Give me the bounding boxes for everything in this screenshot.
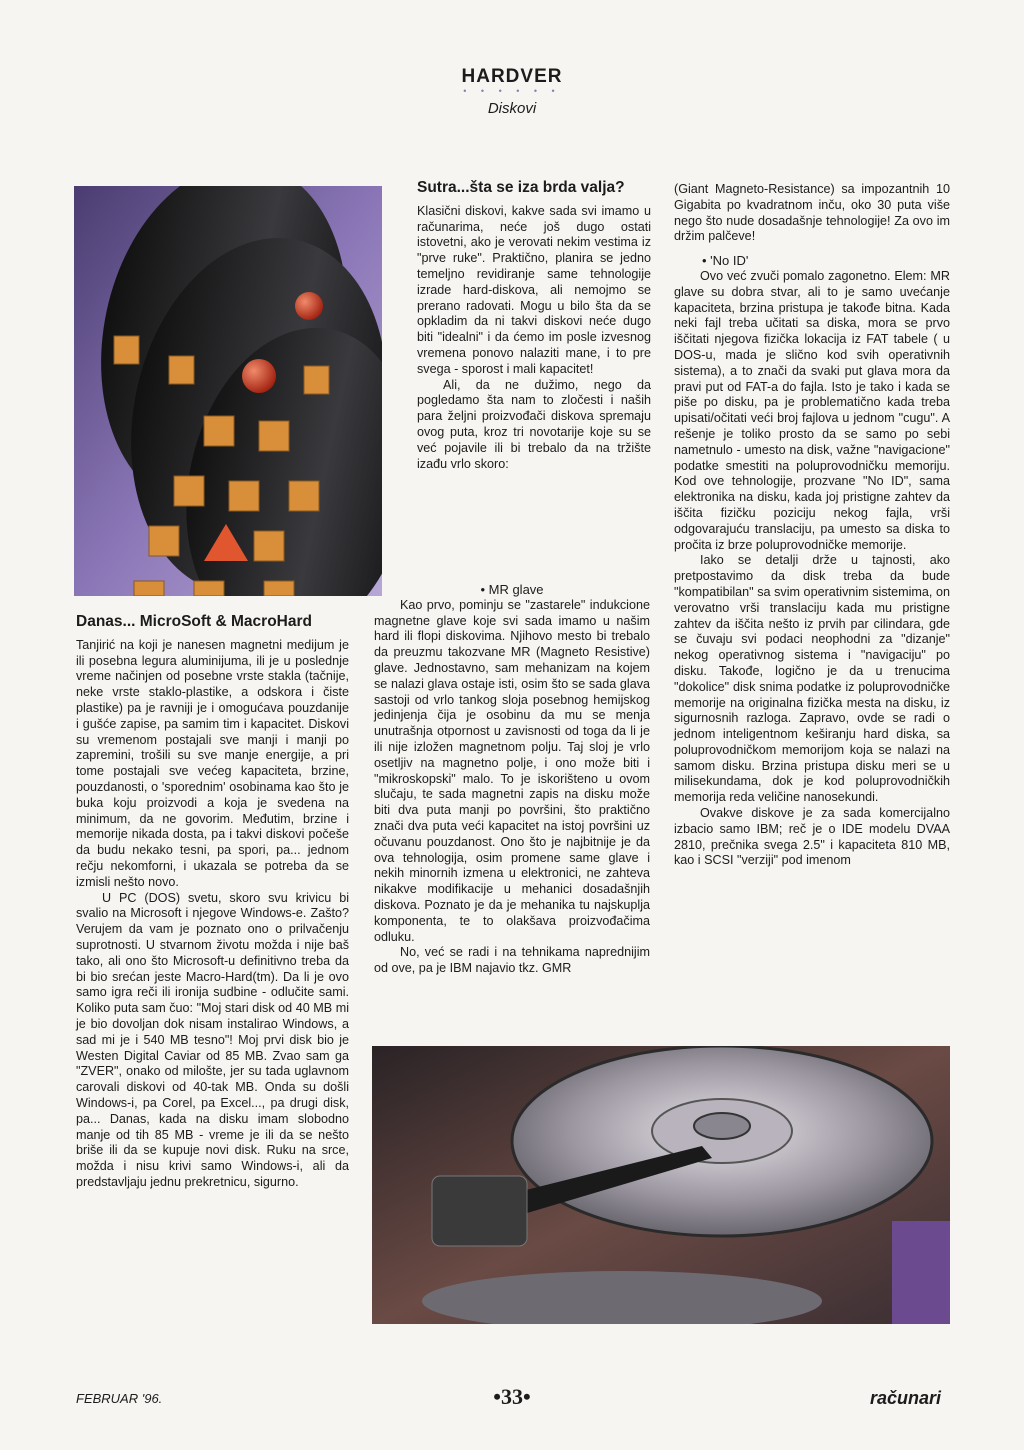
right-article-paragraph: Ovo već zvuči pomalo zagonetno. Elem: MR glave su dobra stvar, ali to je samo uvećanje kapaciteta, brzina pristupa je takođe bitna. Kada neki fajl treba učitati sa diska, mora se prvo iščitati njegova fizička lokacija iz FAT tabele ( u DOS-u, mada je slično kod svih operativnih sistema), a to znači da svaki put glava mora da pravi put od FAT-a do fajla. Isto je tako i kada se piše po disku, pa je problematično kada treba upisati/očitati veći broj fajlova u jednom "cugu". A rešenje je toliko prosto da se samo po sebi nametnulo - umesto na disk, važne "navigacione" podatke smestiti na poluprovodničku memoriju. Kod ove tehnologije, prozvane "No ID", sama elektronika na disku, kada joj pristigne zahtev da iščita fizičku poziciju nekog fajla, vrši odgovarajuću translaciju, pa umesto sa diska to pročita iz brze poluprovodničke memorije. [674,268,950,552]
middle-article-paragraph: No, već se radi i na tehnikama naprednijim od ove, pa je IBM najavio tkz. GMR [374,945,650,976]
open-hard-disk-photo [372,1046,950,1324]
disk-platters-illustration [74,186,382,596]
magazine-name: računari [870,1388,942,1408]
subsection-title: Diskovi [487,100,537,117]
left-article-paragraph: U PC (DOS) svetu, skoro svu krivicu bi svalio na Microsoft i njegove Windows-e. Zašto? Verujem da vam je poznato ono o prilvačenju suprotnosti. U stvarnom životu možda i nije baš tako, ali ono što Microsoft-u definitivno treba da bi bio srećan jeste Macro-Hard(tm). Da li je ovo samo igra reči ili ironija sudbine - odlučite sami. Koliko puta sam čuo: "Moj stari disk od 40 MB mi je bio dovoljan dok nisam instalirao Windows, a sad mi je i 540 MB tesno"! Moj prvi disk bio je Westen Digital Caviar od 85 MB. Zvao sam ga "ZVER", onako od milošte, jer su tada uglavnom carovali diskovi od 40-tak MB. Onda su došli Windows-i, pa Corel, pa Excel..., pa drugi disk, pa... Danas, kada na disku imam slobodno manje od tih 85 MB - vreme je ili da se nešto briše ili da se kupuje novi disk. Ruku na srce, možda i nisu krivi samo Windows-i, ali da predstavljaju jednu prekretnicu, sigurno. [76,890,349,1189]
section-title: HARDVER [461,66,563,87]
middle-article-continued [374,574,650,977]
middle-article-paragraph: Klasični diskovi, kakve sada svi imamo u računarima, neće još dugo ostati istovetni, ako je verovati nekim vestima iz "prve ruke". Praktično, planira se jedno temeljno revidiranje same tehnologije izrade hard-diskova, ali nemojmo se prerano radovati. Mogu u bilo šta da se opkladim da ni takvi diskovi neće dugo biti "idealni" i da ćemo im posle izvesnog vremena ponovo nalaziti mane, i to pre svega - sporost i mali kapacitet! [417,203,651,376]
right-article-intro: (Giant Magneto-Resistance) sa impozantnih 10 Gigabita po kvadratnom inču, oko 30 puta više nego što nude dosadašnje tehnologije! Za ovo im držim palčeve! [674,182,950,244]
footer-date: FEBRUAR '96. [76,1391,163,1406]
mr-heads-heading: • MR glave [480,582,544,597]
left-article-title: Danas... MicroSoft & MacroHard [76,613,312,630]
left-article-paragraph: Tanjirić na koji je nanesen magnetni medijum je ili posebna legura aluminijuma, ili je u poslednje vreme načinjen od posebne vrste stakla (tačnije, neke vrste staklo-plastike, a odskora i čiste plastike) pa je ravniji je i omogućava pouzdanije i gušće zapise, pa samim tim i kapacitet. Diskovi su vremenom postajali sve manji i manji po zapremini, trošili su sve manje energije, a pri tome postajali sve većeg kapaciteta, brzine, pouzdanosti, o 'sporednim' osobinama kao što je buka koju proizvodi a koja je svedena na minimum, da ne govorim. Međutim, brzine i memorije nikada dosta, pa i takvi diskovi počeše da budu nekako tesni, pa spori, pa... jednom rečju nekomforni, i ukazala se potreba da se izmisli nešto novo. [76,637,349,889]
no-id-heading: • 'No ID' [702,253,749,269]
middle-article [417,180,651,472]
middle-article-paragraph: Ali, da ne dužimo, nego da pogledamo šta nam to zločesti i naših para željni proizvođači diskova spremaju ovog puta, kroz tri novotarije koje su se već pojavile ili bi trebalo da na tržište izađu vrlo skoro: [417,377,651,471]
right-article-paragraph: Iako se detalji drže u tajnosti, ako pretpostavimo da disk treba da bude "kompatibilan" sa svim operativnim sistemima, on verovatno vrši translaciju kada mu pristigne zahtev da iščita nešto iz prvih par cilindara, gde se čuvaju svi podaci neophodni za "dizanje" nekog operativnog sistema i "navigaciju" po disku. Takođe, logično je da u trenucima "dokolice" disk snima podatke iz poluprovodničke memorije na originalna fizička mesta na disku, iz sigurnosnih razloga. Zapravo, ovde se radi o jednom inteligentnom keširanju hard diska, sa poluprovodničkom memorijom koja se nalazi na samom disku. Brzina pristupa disku meri se u milisekundama, dok je kod poluprovodničkih memorija reda veličine nanosekundi. [674,553,950,805]
left-article [76,614,349,1191]
right-article [674,182,950,869]
middle-article-title: Sutra...šta se iza brda valja? [417,179,625,196]
middle-article-paragraph: Kao prvo, pominju se "zastarele" indukcione magnetne glave koje svi sada imamo u našim hard ili flopi diskovima. Njihovo mesto bi trebalo da preuzmu takozvane MR (Magneto Resistive) glave. Jednostavno, sam mehanizam na kojem se nalazi glava ostaje isti, osim što se sada glava sastoji od vrlo tankog sloja posebnog hemijskog jedinjenja čija je osobinu da mu se menja unutrašnja otpornost u zavisnosti od toga da li je ili nije izložen magnetnom polju. Taj sloj je vrlo osetljiv na magnetno polje, i ono može biti i "mikroskopski" malo. To je iskorišteno u ovom slučaju, te sada magnetni zapis na disku može biti dva puta manji po površini, što praktično znači dva puta veći kapacitet na istoj površini uz očuvanu pouzdanost. Ono što je najbitnije je da ova tehnologija, osim promene same glave i nekih minornih izmena u elektronici, ne zahteva nikakve modifikacije u mehanici dosadašnjih diskova. Poznato je da je mehanika tu najskuplja komponenta, te to olakšava proizvođačima odluku. [374,597,650,944]
right-article-paragraph: Ovakve diskove je za sada komercijalno izbacio samo IBM; reč je o IDE modelu DVAA 2810, prečnika svega 2.5" i kapaciteta 810 MB, kao i SCSI "verziji" pod imenom [674,806,950,868]
page-number: •33• [493,1384,531,1409]
section-dots: • • • • • • [463,86,561,96]
